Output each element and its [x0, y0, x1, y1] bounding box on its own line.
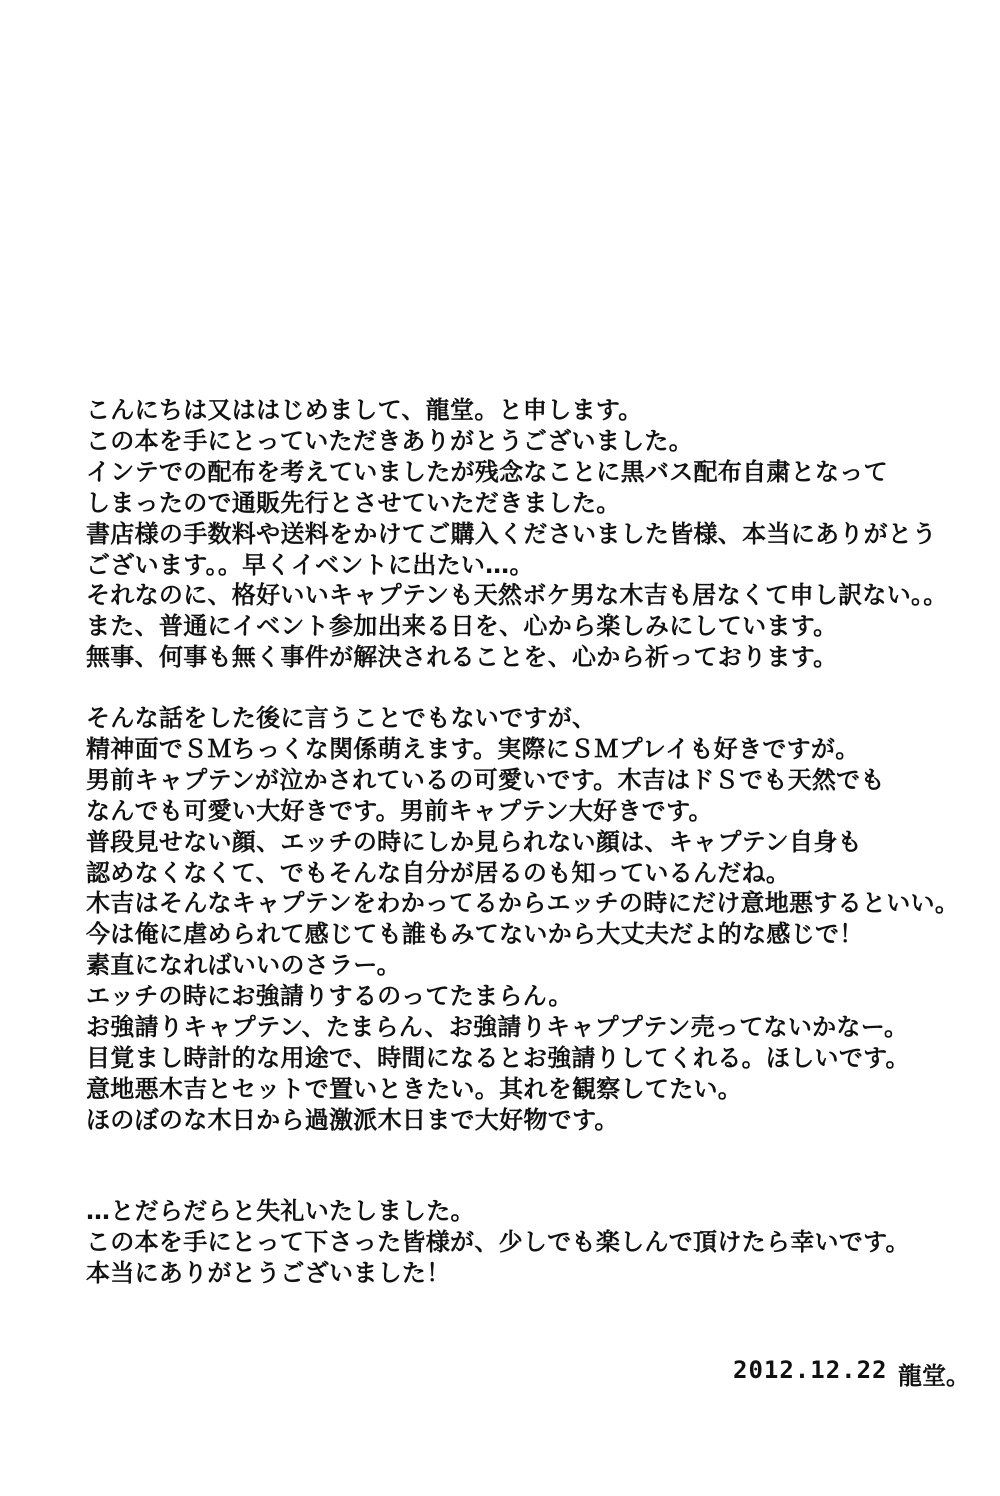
- text-line: 男前キャプテンが泣かされているの可愛いです。木吉はドＳでも天然でも: [86, 765, 885, 794]
- text-line: それなのに、格好いいキャプテンも天然ボケ男な木吉も居なくて申し訳ない。。: [86, 581, 948, 610]
- signature-author: 龍堂。: [898, 1362, 970, 1390]
- text-line: なんでも可愛い大好きです。男前キャプテン大好きです。: [86, 796, 713, 825]
- text-line: お強請りキャプテン、たまらん、お強請りキャププテン売ってないかなー。: [86, 1013, 909, 1042]
- text-line: 木吉はそんなキャプテンをわかってるからエッチの時にだけ意地悪するといい。: [86, 889, 960, 918]
- text-line: ほのぼのな木日から過激派木日まで大好物です。: [86, 1105, 619, 1134]
- text-line: この本を手にとっていただきありがとうございました。: [86, 426, 694, 455]
- text-line: 意地悪木吉とセットで置いときたい。其れを観察してたい。: [86, 1074, 743, 1103]
- text-line: 素直になればいいのさラー。: [86, 951, 401, 980]
- text-line: 本当にありがとうございました！: [86, 1258, 451, 1287]
- text-line: 目覚まし時計的な用途で、時間になるとお強請りしてくれる。ほしいです。: [86, 1043, 910, 1072]
- text-line: こんにちは又ははじめまして、龍堂。と申します。: [86, 396, 643, 424]
- paragraph-closing: [86, 1196, 966, 1289]
- text-line: そんな話をした後に言うことでもないですが、: [86, 704, 597, 732]
- signature-date: 2012.12.22: [733, 1356, 888, 1384]
- text-line: 無事、何事も無く事件が解決されることを、心から祈っております。: [86, 643, 838, 672]
- paragraph-greeting: [86, 395, 966, 673]
- text-line: インテでの配布を考えていましたが残念なことに黒バス配布自粛となって: [86, 457, 888, 486]
- text-line: …とだらだらと失礼いたしました。: [86, 1197, 475, 1225]
- paragraph-body: [86, 703, 966, 1136]
- text-line: 精神面でＳＭちっくな関係萌えます。実際にＳＭプレイも好きですが。: [86, 734, 860, 763]
- text-line: また、普通にイベント参加出来る日を、心から楽しみにしています。: [86, 612, 838, 641]
- text-line: ございます。。早くイベントに出たい…。: [86, 550, 534, 579]
- text-line: 今は俺に虐められて感じても誰もみてないから大丈夫だよ的な感じで！: [86, 920, 864, 949]
- text-line: 認めなくなくて、でもそんな自分が居るのも知っているんだね。: [86, 858, 791, 887]
- text-line: エッチの時にお強請りするのってたまらん。: [86, 982, 573, 1011]
- text-line: しまったので通販先行とさせていただきました。: [86, 488, 621, 517]
- text-line: この本を手にとって下さった皆様が、少しでも楽しんで頂けたら幸いです。: [86, 1227, 910, 1256]
- text-line: 普段見せない顔、エッチの時にしか見られない顔は、キャプテン自身も: [86, 827, 862, 856]
- text-line: 書店様の手数料や送料をかけてご購入くださいました皆様、本当にありがとう: [86, 519, 937, 548]
